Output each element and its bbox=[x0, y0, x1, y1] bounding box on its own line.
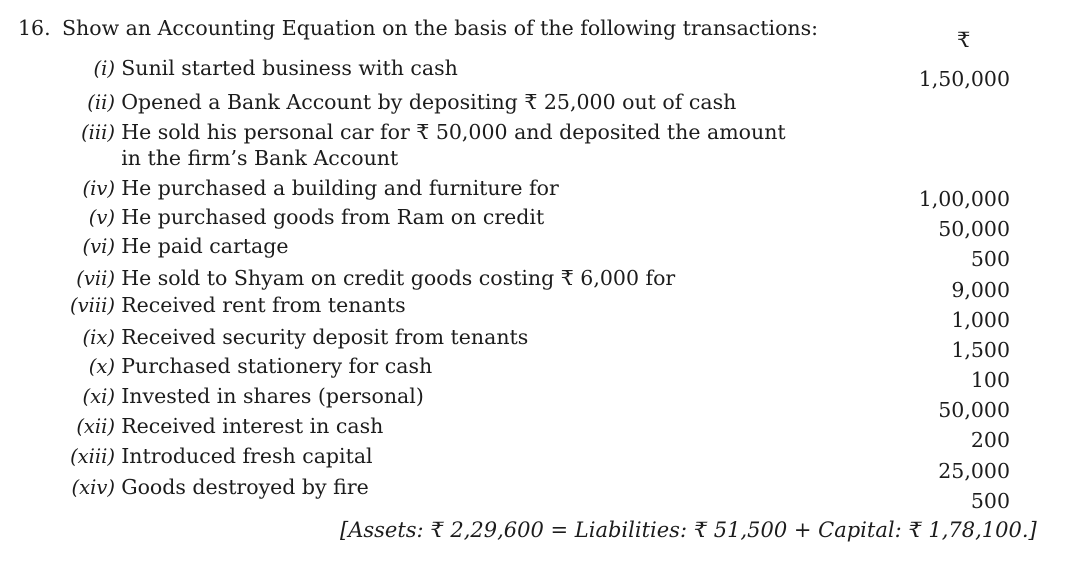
currency-column-header: ₹ bbox=[957, 28, 971, 52]
transaction-item bbox=[40, 444, 373, 468]
transaction-item bbox=[40, 354, 433, 378]
item-number: (v) bbox=[88, 206, 115, 229]
item-text: Sunil started business with cash bbox=[121, 56, 458, 80]
item-number: (iii) bbox=[81, 121, 115, 144]
item-text: He sold his personal car for ₹ 50,000 and deposited the amount bbox=[121, 120, 786, 144]
question-number: 16. bbox=[18, 16, 51, 40]
transaction-item bbox=[40, 384, 424, 408]
item-number: (ix) bbox=[82, 326, 115, 349]
item-text: Opened a Bank Account by depositing ₹ 25,000 out of cash bbox=[121, 90, 737, 114]
transaction-item bbox=[40, 293, 406, 317]
item-number: (xiv) bbox=[71, 476, 115, 499]
item-text: Received rent from tenants bbox=[121, 293, 406, 317]
amount: 1,000 bbox=[951, 308, 1010, 332]
amount: 100 bbox=[970, 368, 1010, 392]
item-text: He purchased goods from Ram on credit bbox=[121, 205, 545, 229]
item-number: (vii) bbox=[76, 267, 115, 290]
transaction-item bbox=[40, 234, 289, 258]
transaction-item bbox=[40, 56, 458, 80]
transaction-item bbox=[40, 205, 545, 229]
amount: 1,00,000 bbox=[918, 187, 1010, 211]
amount: 500 bbox=[970, 489, 1010, 513]
transaction-item bbox=[40, 325, 529, 349]
transaction-item bbox=[40, 414, 384, 438]
item-number: (xii) bbox=[76, 415, 115, 438]
item-number: (i) bbox=[93, 57, 115, 80]
transaction-item bbox=[40, 90, 737, 114]
transaction-item bbox=[40, 176, 559, 200]
item-text: Goods destroyed by fire bbox=[121, 475, 369, 499]
item-number: (xi) bbox=[82, 385, 115, 408]
item-number: (vi) bbox=[82, 235, 115, 258]
amount: 50,000 bbox=[938, 398, 1010, 422]
item-text: Introduced fresh capital bbox=[121, 444, 373, 468]
item-number: (ii) bbox=[87, 91, 115, 114]
transaction-item bbox=[40, 266, 676, 290]
amount: 500 bbox=[970, 247, 1010, 271]
question-text: Show an Accounting Equation on the basis of the following transactions: bbox=[62, 16, 819, 40]
item-number: (viii) bbox=[70, 294, 115, 317]
item-number: (iv) bbox=[82, 177, 115, 200]
item-text: Invested in shares (personal) bbox=[121, 384, 424, 408]
transaction-item bbox=[40, 475, 369, 499]
item-text: Purchased stationery for cash bbox=[121, 354, 433, 378]
amount: 50,000 bbox=[938, 217, 1010, 241]
item-text: in the firm’s Bank Account bbox=[121, 146, 399, 170]
answer-line: [Assets: ₹ 2,29,600 = Liabilities: ₹ 51,500 + Capital: ₹ 1,78,100.] bbox=[340, 518, 1037, 542]
amount: 200 bbox=[970, 428, 1010, 452]
amount: 9,000 bbox=[951, 278, 1010, 302]
amount: 1,500 bbox=[951, 338, 1010, 362]
amount: 25,000 bbox=[938, 459, 1010, 483]
transaction-item bbox=[40, 120, 786, 144]
item-text: He purchased a building and furniture for bbox=[121, 176, 559, 200]
transaction-item-continued bbox=[40, 146, 399, 170]
amount: 1,50,000 bbox=[918, 67, 1010, 91]
item-text: He paid cartage bbox=[121, 234, 289, 258]
item-text: Received security deposit from tenants bbox=[121, 325, 529, 349]
item-number: (xiii) bbox=[70, 445, 115, 468]
item-text: Received interest in cash bbox=[121, 414, 384, 438]
item-number: (x) bbox=[88, 355, 115, 378]
item-text: He sold to Shyam on credit goods costing ₹ 6,000 for bbox=[121, 266, 676, 290]
